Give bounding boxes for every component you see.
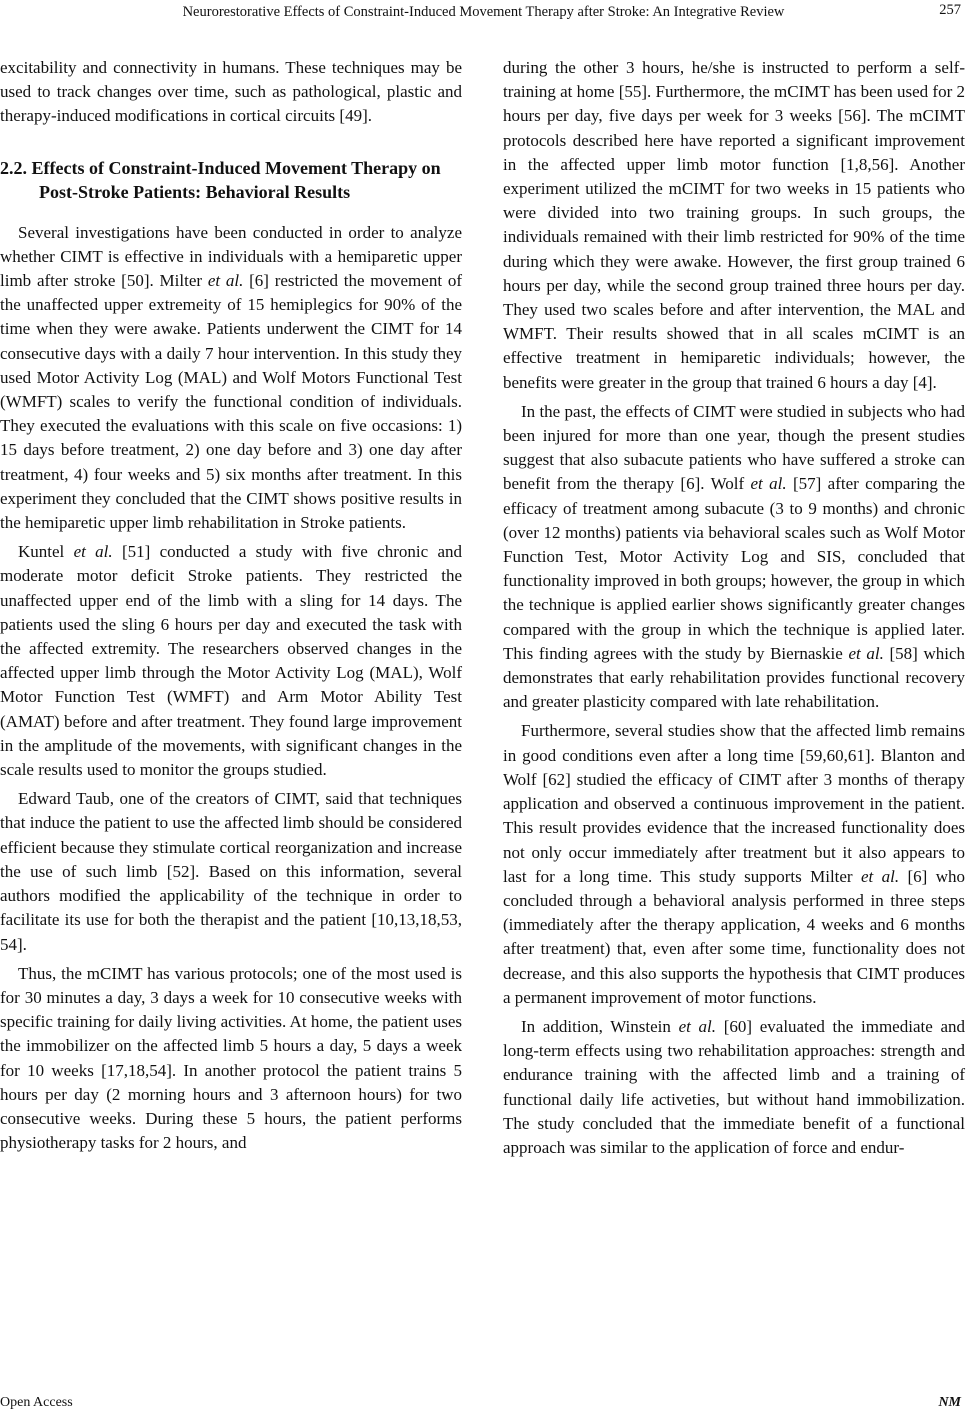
- page-number: 257: [939, 2, 961, 18]
- et-al: et al.: [678, 1016, 717, 1036]
- running-title: Neurorestorative Effects of Constraint-Induced Movement Therapy after Stroke: An Integrative Review: [182, 4, 785, 20]
- paragraph: during the other 3 hours, he/she is instructed to perform a self-training at home [55]. Furthermore, the mCIMT has been used for 2 hours per day, five days per week for 3 weeks [56]. The mCIMT protocols described here have reported a significant improvement in the affected upper limb motor function [1,8,56]. Another experiment utilized the mCIMT for two weeks in 15 patients who were divided into two training groups. In such groups, the individuals remained with their limb restricted for 90% of the time during which they were awake. However, the first group trained 6 hours per day, while the second group trained three hours per day. They used two scales before and after intervention, the MAL and WMFT. Their results showed that in all scales mCIMT is an effective treatment in hemiparetic individuals; however, the benefits were greater in the group that trained 6 hours a day [4].: [503, 58, 965, 392]
- paragraph: Furthermore, several studies show that the affected limb remains in good conditions even after a long time [59,60,61]. Blanton and Wolf [62] studied the efficacy of CIMT after 3 months of therapy application and observed a continuous improvement in the patient. This result provides evidence that the increased functionality does not only occur immediately after treatment but it also appears to last for a long time. This study supports Milter et al. [6] who concluded through a behavioral analysis performed in three steps (immediately after the therapy application, 4 weeks and 6 months after treatment) that, even after some time, functionality does not decrease, and this also supports the hypothesis that CIMT produces a permanent improvement of motor functions.: [503, 721, 965, 1007]
- section-heading: 2.2. Effects of Constraint-Induced Movement Therapy on Post-Stroke Patients: Behavioral Results: [0, 157, 441, 202]
- et-al: et al.: [73, 542, 113, 562]
- paragraph: excitability and connectivity in humans. These techniques may be used to track changes over time, such as pathological, plastic and therapy-induced modifications in cortical circuits [49].: [0, 58, 462, 126]
- paragraph: Thus, the mCIMT has various protocols; one of the most used is for 30 minutes a day, 3 days a week for 10 consecutive weeks with specific training for daily living activities. At home, the patient uses the immobilizer on the affected limb 5 hours a day, 5 days a week for 10 weeks [17,18,54]. In another protocol the patient trains 5 hours per day (2 morning hours and 3 afternoon hours) for two consecutive weeks. During these 5 hours, the patient performs physiotherapy tasks for 2 hours, and: [0, 963, 462, 1153]
- paragraph: In the past, the effects of CIMT were studied in subjects who had been injured for more than one year, though the present studies suggest that also subacute patients who have suffered a stroke can benefit from the therapy [6]. Wolf et al. [57] after comparing the efficacy of treatment among subacute (3 to 9 months) and chronic (over 12 months) patients via behavioral scales such as Wolf Motor Function Test, Motor Activity Log and SIS, concluded that functionality improved in both groups; however, the group in which the technique is applied earlier shows significantly greater changes compared with the group in which the technique is applied later. This finding agrees with the study by Biernaskie et al. [58] which demonstrates that early rehabilitation provides functional recovery and greater plasticity compared with late rehabilitation.: [503, 401, 966, 712]
- left-column: [0, 56, 462, 1155]
- right-column: [503, 56, 965, 1160]
- open-access-label: Open Access: [0, 1395, 73, 1410]
- paragraph: Several investigations have been conducted in order to analyze whether CIMT is effective in individuals with a hemiparetic upper limb after stroke [50]. Milter et al. [6] restricted the movement of the unaffected upper extremeity of 15 hemiplegics for 90% of the time when they were awake. Patients underwent the CIMT for 14 consecutive days with a daily 7 hour intervention. In this study they used Motor Activity Log (MAL) and Wolf Motors Functional Test (WMFT) scales to verify the functional condition of individuals. They executed the evaluations with this scale on five occasions: 1) 15 days before treatment, 2) one day before and 3) one day after treatment, 4) four weeks and 5) six months after treatment. In this experiment they concluded that the CIMT shows positive results in the hemiparetic upper limb rehabilitation in Stroke patients.: [0, 222, 462, 533]
- journal-abbrev: NM: [938, 1395, 961, 1410]
- et-al: et al.: [750, 474, 787, 494]
- running-header: [0, 0, 967, 24]
- paragraph: Edward Taub, one of the creators of CIMT, said that techniques that induce the patient to use the affected limb should be considered efficient because they stimulate cortical reorganization and increase the use of such limb [52]. Based on this information, several authors modified the applicability of the technique in order to facilitate its use for both the therapist and the patient [10,13,18,53, 54].: [0, 789, 462, 954]
- et-al: et al.: [860, 866, 900, 886]
- et-al: et al.: [848, 643, 884, 663]
- paragraph: Kuntel et al. [51] conducted a study with five chronic and moderate motor deficit Stroke patients. They restricted the unaffected upper end of the limb with a sling for 14 days. The patients used the sling 6 hours per day and executed the task with the affected extremity. The researchers observed changes in the affected upper limb through the Motor Activity Log (MAL), Wolf Motor Function Test (WMFT) and Arm Motor Ability Test (AMAT) before and after treatment. They found large improvement in the amplitude of the movements, with significant changes in the scale results used to monitor the groups studied.: [0, 542, 462, 780]
- et-al: et al.: [207, 271, 244, 291]
- paragraph: In addition, Winstein et al. [60] evaluated the immediate and long-term effects using two rehabilitation approaches: strength and endurance training with the affected limb and a training of functional daily life activeties, but without hand immobilization. The study concluded that the immediate benefit of a functional approach was similar to the application of force and endur-: [503, 1016, 965, 1157]
